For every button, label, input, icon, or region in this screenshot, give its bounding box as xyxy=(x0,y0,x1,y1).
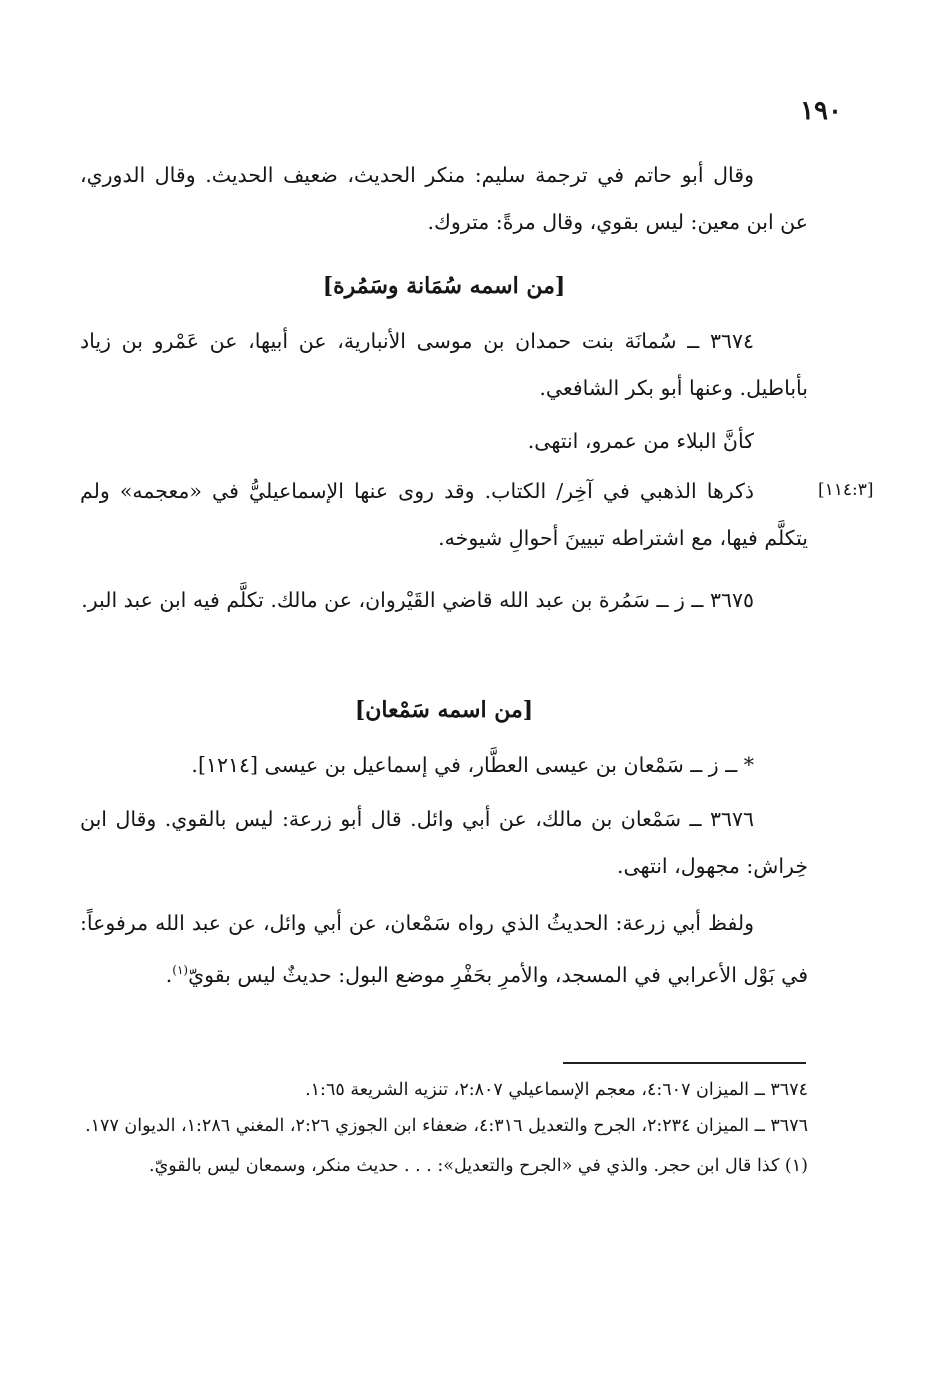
paragraph-text xyxy=(80,900,808,999)
paragraph-abu-zura xyxy=(80,900,808,999)
section-heading-sumana: [من اسمه سُمَانة وسَمُرة] xyxy=(322,273,566,299)
entry-3675 xyxy=(80,577,808,624)
paragraph-end: . xyxy=(165,962,173,987)
entry-text: ٣٦٧٥ ــ ز ــ سَمُرة بن عبد الله قاضي القَيْروان، عن مالك. تكلَّم فيه ابن عبد البر. xyxy=(81,588,754,612)
footnote-3674: ٣٦٧٤ ــ الميزان ٤:٦٠٧، معجم الإسماعيلي ٢:٨٠٧، تنزيه الشريعة ١:٦٥. xyxy=(305,1080,808,1100)
entry-3676 xyxy=(80,796,808,890)
footnote-marker: (١) xyxy=(172,963,189,977)
entry-text: ٣٦٧٤ ــ سُمانَة بنت حمدان بن موسى الأنبارية، عن أبيها، عن عَمْرو بن زياد بأباطيل. وعنها أبو بكر الشافعي. xyxy=(80,329,808,400)
entry-3674 xyxy=(80,318,808,412)
section-heading-samaan: [من اسمه سَمْعان] xyxy=(354,697,534,723)
page-number: ١٩٠ xyxy=(800,96,842,126)
footnotes xyxy=(80,1072,808,1184)
footnote-separator xyxy=(563,1062,806,1064)
cross-reference-entry xyxy=(80,742,808,789)
paragraph-text: وقال أبو حاتم في ترجمة سليم: منكر الحديث، ضعيف الحديث. وقال الدوري، عن ابن معين: ليس بقوي، وقال مرةً: متروك. xyxy=(80,163,808,234)
footnote-1: (١) كذا قال ابن حجر. والذي في «الجرح والتعديل»: . . . حديث منكر، وسمعان ليس بالقويّ. xyxy=(149,1156,808,1176)
paragraph-dhahabi xyxy=(80,468,808,562)
paragraph-abu-hatim xyxy=(80,152,808,246)
entry-text: ٣٦٧٦ ــ سَمْعان بن مالك، عن أبي وائل. قال أبو زرعة: ليس بالقوي. وقال ابن خِراش: مجهول، انتهى. xyxy=(80,807,808,878)
paragraph-text: كأنَّ البلاء من عمرو، انتهى. xyxy=(527,429,754,453)
margin-reference: [١١٤:٣] xyxy=(818,480,874,500)
paragraph-comment xyxy=(80,418,808,465)
paragraph-body: ولفظ أبي زرعة: الحديثُ الذي رواه سَمْعان، عن أبي وائل، عن عبد الله مرفوعاً: في بَوْل الأعرابي في المسجد، والأمرِ بحَفْرِ موضع البول: حديثٌ ليس بقويّ xyxy=(80,911,808,987)
paragraph-text: ذكرها الذهبي في آخِر/ الكتاب. وقد روى عنها الإسماعيليُّ في «معجمه» ولم يتكلَّم فيها، مع اشتراطه تبيينَ أحوالِ شيوخه. xyxy=(80,479,808,550)
entry-text: * ــ ز ــ سَمْعان بن عيسى العطَّار، في إسماعيل بن عيسى [١٢١٤]. xyxy=(191,753,754,777)
footnote-3676: ٣٦٧٦ ــ الميزان ٢:٢٣٤، الجرح والتعديل ٤:٣١٦، ضعفاء ابن الجوزي ٢:٢٦، المغني ١:٢٨٦، الديوان ١٧٧. xyxy=(85,1116,808,1136)
